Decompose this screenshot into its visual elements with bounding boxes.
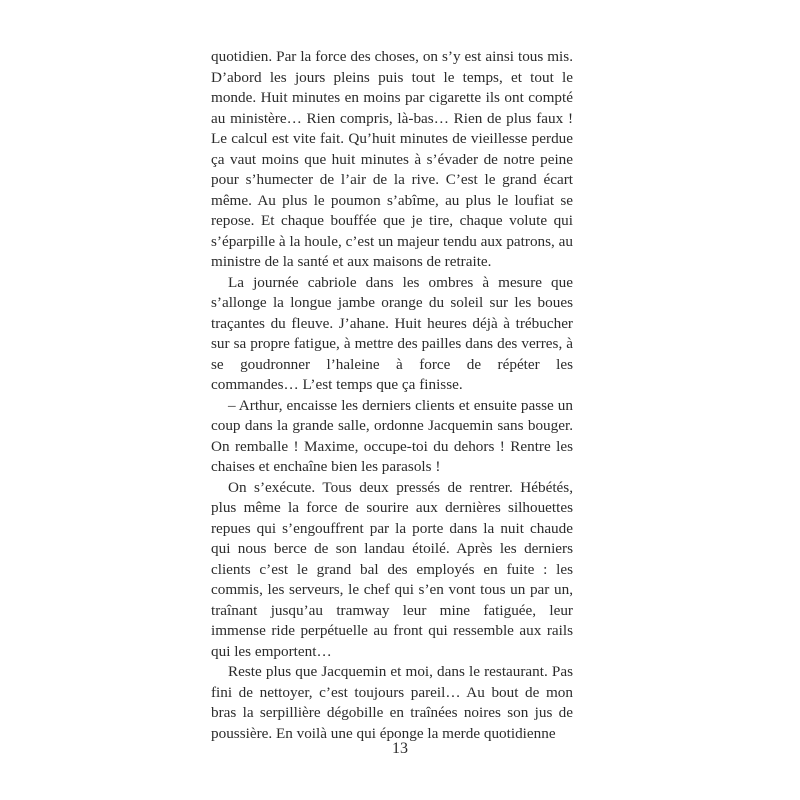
page-number: 13 — [392, 740, 408, 757]
paragraph-3: – Arthur, encaisse les derniers clients et ensuite passe un coup dans la grande salle, ordonne Jacquemin sans bouger. On remballe ! Maxime, occupe-toi du dehors ! Rentre les chaises et enchaîne bien les parasols ! — [211, 396, 573, 475]
paragraph-5: Reste plus que Jacquemin et moi, dans le restaurant. Pas fini de nettoyer, c’est toujours pareil… Au bout de mon bras la serpillière dégobille en traînées noires son jus de poussière. En voilà une qui éponge la merde quotidienne — [211, 663, 573, 742]
paragraph-2: La journée cabriole dans les ombres à mesure que s’allonge la longue jambe orange du soleil sur les boues traçantes du fleuve. J’ahane. Huit heures déjà à trébucher sur sa propre fatigue, à mettre des pailles dans des verres, à se goudronner l’haleine à force de répéter les commandes… L’est temps que ça finisse. — [211, 273, 573, 393]
paragraph-4: On s’exécute. Tous deux pressés de rentrer. Hébétés, plus même la force de sourire aux dernières silhouettes repues qui s’engouffrent par la porte dans la nuit chaude qui nous berce de son landau étoilé. Après les derniers clients c’est le grand bal des employés en fuite : les commis, les serveurs, le chef qui s’en vont tous un par un, traînant jusqu’au tramway leur mine fatiguée, leur immense ride perpétuelle au front qui ressemble aux rails qui les emportent… — [211, 478, 573, 660]
paragraph-1: quotidien. Par la force des choses, on s’y est ainsi tous mis. D’abord les jours pleins puis tout le temps, et tout le monde. Huit minutes en moins par cigarette ils ont compté au ministère… Rien compris, là-bas… Rien de plus faux ! Le calcul est vite fait. Qu’huit minutes de vieillesse perdue ça vaut moins que huit minutes à s’évader de notre peine pour s’humecter de l’air de la rive. C’est le grand écart même. Au plus le poumon s’abîme, au plus le loufiat se repose. Et chaque bouffée que je tire, chaque volute qui s’éparpille à la houle, c’est un majeur tendu aux patrons, au ministre de la santé et aux maisons de retraite. — [211, 48, 573, 270]
page-body-text — [211, 47, 573, 744]
